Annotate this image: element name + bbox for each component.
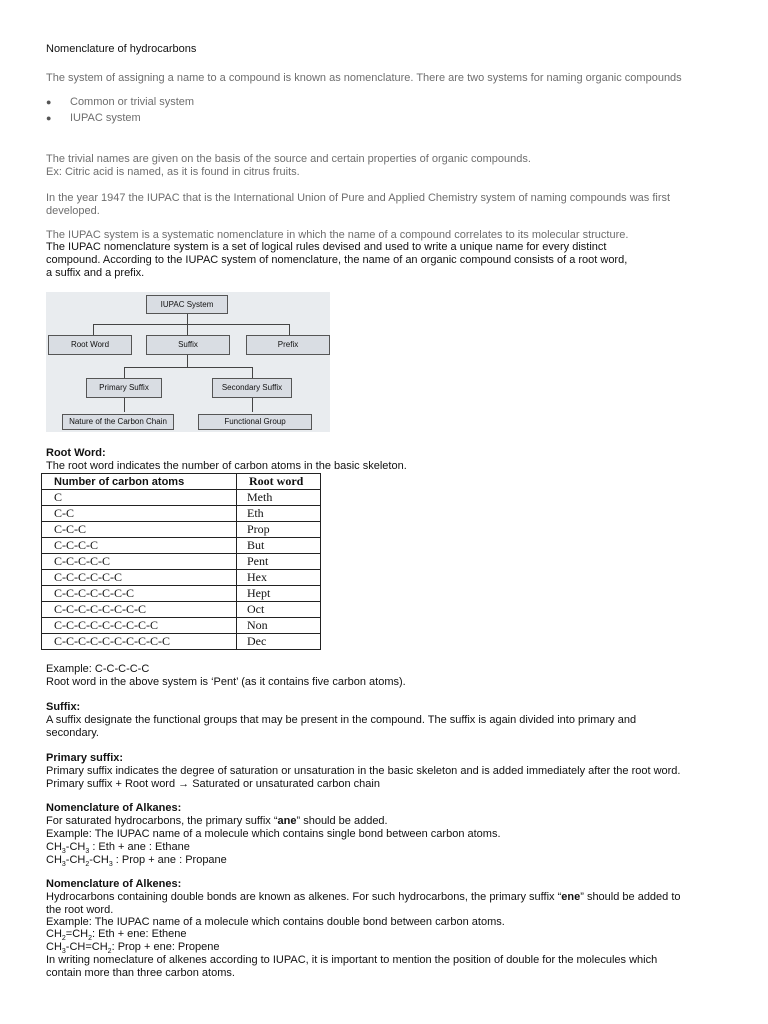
table-row: [42, 490, 321, 506]
connector-line: [187, 314, 188, 324]
root-word-cell: Hex: [237, 570, 321, 586]
root-word-cell: Non: [237, 618, 321, 634]
carbon-chain-cell: C-C-C-C-C-C-C-C-C: [42, 618, 237, 634]
column-header: Number of carbon atoms: [42, 474, 237, 490]
connector-line: [187, 324, 188, 335]
suffix-text-1: A suffix designate the functional groups that may be present in the compound. The suffix is again divided into primary and: [46, 714, 637, 726]
connector-line: [124, 367, 252, 368]
carbon-chain-cell: C-C: [42, 506, 237, 522]
connector-line: [289, 324, 290, 335]
trivial-text-2: Ex: Citric acid is named, as it is found in citrus fruits.: [46, 166, 300, 178]
diagram-secondary-suffix-box: Secondary Suffix: [212, 378, 292, 398]
alkenes-text-5: contain more than three carbon atoms.: [46, 967, 235, 979]
alkanes-example-1: $CH_3-CH_3$ : Eth + ane : Ethane: [46, 841, 190, 856]
table-row: [42, 634, 321, 650]
root-example-note: Root word in the above system is ‘Pent’ (as it contains five carbon atoms).: [46, 676, 406, 688]
table-row: [42, 586, 321, 602]
suffix-text-2: secondary.: [46, 727, 99, 739]
alkenes-text-1: Hydrocarbons containing double bonds are known as alkenes. For such hydrocarbons, the primary suffix “ene” should be added to: [46, 891, 681, 903]
connector-line: [187, 355, 188, 367]
iupac-grey-text: The IUPAC system is a systematic nomenclature in which the name of a compound correlates to its molecular structure.: [46, 229, 629, 241]
carbon-chain-cell: C-C-C-C-C: [42, 554, 237, 570]
page-title: Nomenclature of hydrocarbons: [46, 43, 197, 55]
bullet-icon: ●: [46, 113, 52, 123]
diagram-root-box: IUPAC System: [146, 295, 228, 314]
table-header-row: [42, 474, 321, 490]
list-item: IUPAC system: [70, 112, 141, 124]
carbon-chain-cell: C-C-C-C-C-C-C: [42, 586, 237, 602]
root-word-cell: Meth: [237, 490, 321, 506]
primary-suffix-heading: Primary suffix:: [46, 752, 124, 764]
root-word-cell: Eth: [237, 506, 321, 522]
diagram-prefix-box: Prefix: [246, 335, 330, 355]
diagram-root-word-box: Root Word: [48, 335, 132, 355]
table-row: [42, 506, 321, 522]
alkenes-example-1: $CH_2=CH_2$: Eth + ene: Ethene: [46, 928, 187, 943]
trivial-text-1: The trivial names are given on the basis of the source and certain properties of organic compounds.: [46, 153, 531, 165]
carbon-chain-cell: C-C-C-C-C-C-C-C: [42, 602, 237, 618]
root-word-cell: Oct: [237, 602, 321, 618]
list-item: Common or trivial system: [70, 96, 195, 108]
history-text-1: In the year 1947 the IUPAC that is the International Union of Pure and Applied Chemistry system of naming compounds was first: [46, 192, 671, 204]
root-word-cell: Pent: [237, 554, 321, 570]
diagram-suffix-box: Suffix: [146, 335, 230, 355]
table-row: [42, 554, 321, 570]
alkanes-text-1: For saturated hydrocarbons, the primary suffix “ane” should be added.: [46, 815, 388, 827]
root-word-cell: Dec: [237, 634, 321, 650]
diagram-primary-suffix-box: Primary Suffix: [86, 378, 162, 398]
alkenes-text-2: the root word.: [46, 904, 114, 916]
root-word-cell: Hept: [237, 586, 321, 602]
table-row: [42, 522, 321, 538]
table-row: [42, 618, 321, 634]
suffix-heading: Suffix:: [46, 701, 81, 713]
carbon-chain-cell: C-C-C-C-C-C: [42, 570, 237, 586]
connector-line: [93, 324, 289, 325]
diagram-carbon-chain-box: Nature of the Carbon Chain: [62, 414, 174, 430]
alkenes-text-3: Example: The IUPAC name of a molecule which contains double bond between carbon atoms.: [46, 916, 505, 928]
history-text-2: developed.: [46, 205, 100, 217]
carbon-chain-cell: C-C-C: [42, 522, 237, 538]
bullet-icon: ●: [46, 97, 52, 107]
arrow-line: [252, 398, 253, 412]
root-word-table: [41, 473, 321, 650]
intro-text: The system of assigning a name to a compound is known as nomenclature. There are two systems for naming organic compounds: [46, 72, 682, 84]
connector-line: [93, 324, 94, 335]
carbon-chain-cell: C: [42, 490, 237, 506]
root-word-desc: The root word indicates the number of carbon atoms in the basic skeleton.: [46, 460, 407, 472]
table-row: [42, 602, 321, 618]
arrow-line: [124, 398, 125, 412]
root-example: Example: C-C-C-C-C: [46, 663, 150, 675]
primary-suffix-text-1: Primary suffix indicates the degree of saturation or unsaturation in the basic skeleton and is added immediately after the root word.: [46, 765, 681, 777]
iupac-text-2: compound. According to the IUPAC system of nomenclature, the name of an organic compound consists of a root word,: [46, 254, 628, 266]
iupac-text-1: The IUPAC nomenclature system is a set of logical rules devised and used to write a unique name for every distinct: [46, 241, 607, 253]
alkenes-example-2: $CH_3-CH=CH_2$: Prop + ene: Propene: [46, 941, 220, 956]
alkenes-text-4: In writing nomeclature of alkenes according to IUPAC, it is important to mention the position of double for the molecules which: [46, 954, 658, 966]
alkanes-example-2: $CH_3-CH_2-CH_3$ : Prop + ane : Propane: [46, 854, 227, 869]
column-header: Root word: [237, 474, 321, 490]
alkanes-text-2: Example: The IUPAC name of a molecule which contains single bond between carbon atoms.: [46, 828, 501, 840]
carbon-chain-cell: C-C-C-C-C-C-C-C-C-C: [42, 634, 237, 650]
alkenes-heading: Nomenclature of Alkenes:: [46, 878, 182, 890]
table-row: [42, 570, 321, 586]
diagram-functional-group-box: Functional Group: [198, 414, 312, 430]
table-body: [42, 490, 321, 650]
table-row: [42, 538, 321, 554]
root-word-cell: But: [237, 538, 321, 554]
alkanes-heading: Nomenclature of Alkanes:: [46, 802, 182, 814]
iupac-text-3: a suffix and a prefix.: [46, 267, 145, 279]
root-word-cell: Prop: [237, 522, 321, 538]
carbon-chain-cell: C-C-C-C: [42, 538, 237, 554]
connector-line: [124, 367, 125, 378]
connector-line: [252, 367, 253, 378]
primary-suffix-text-2: Primary suffix + Root word → Saturated or unsaturated carbon chain: [46, 778, 380, 790]
root-word-heading: Root Word:: [46, 447, 106, 459]
iupac-diagram: [46, 292, 330, 432]
